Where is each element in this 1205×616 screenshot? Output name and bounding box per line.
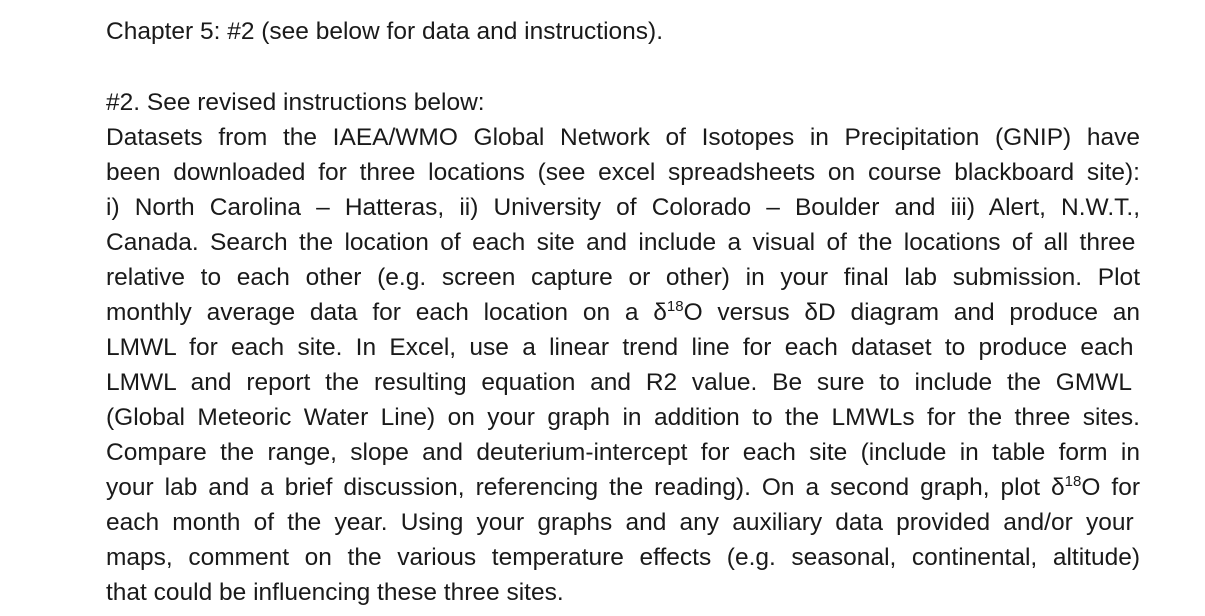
instructions-paragraph [106,120,1140,610]
blank-line [106,49,1140,85]
paragraph-line: i) North Carolina – Hatteras, ii) University of Colorado – Boulder and iii) Alert, N.W.T., [106,194,1140,221]
paragraph-line: been downloaded for three locations (see excel spreadsheets on course blackboard site): [106,159,1140,186]
paragraph-line: Canada. Search the location of each site and include a visual of the locations of all three [106,229,1136,256]
instructions-subheading: #2. See revised instructions below: [106,89,485,116]
paragraph-line: that could be influencing these three sites. [106,579,564,606]
paragraph-line: (Global Meteoric Water Line) on your graph in addition to the LMWLs for the three sites. [106,404,1140,431]
document-page [106,14,1140,610]
chapter-heading: Chapter 5: #2 (see below for data and instructions). [106,18,664,45]
paragraph-line: LMWL for each site. In Excel, use a linear trend line for each dataset to produce each [106,334,1134,361]
paragraph-line: relative to each other (e.g. screen capture or other) in your final lab submission. Plot [106,264,1140,291]
paragraph-line: Compare the range, slope and deuterium-intercept for each site (include in table form in [106,439,1140,466]
paragraph-line: maps, comment on the various temperature effects (e.g. seasonal, continental, altitude) [106,544,1140,571]
paragraph-line: each month of the year. Using your graphs and any auxiliary data provided and/or your [106,509,1134,536]
paragraph-line: LMWL and report the resulting equation and R2 value. Be sure to include the GMWL [106,369,1133,396]
paragraph-line: monthly average data for each location on a $\delta^{18}O$ versus δD diagram and produce an [106,298,1140,326]
paragraph-line: Datasets from the IAEA/WMO Global Network of Isotopes in Precipitation (GNIP) have [106,124,1140,151]
paragraph-line: your lab and a brief discussion, referencing the reading). On a second graph, plot $\delta^{18}O$ for [106,473,1140,501]
